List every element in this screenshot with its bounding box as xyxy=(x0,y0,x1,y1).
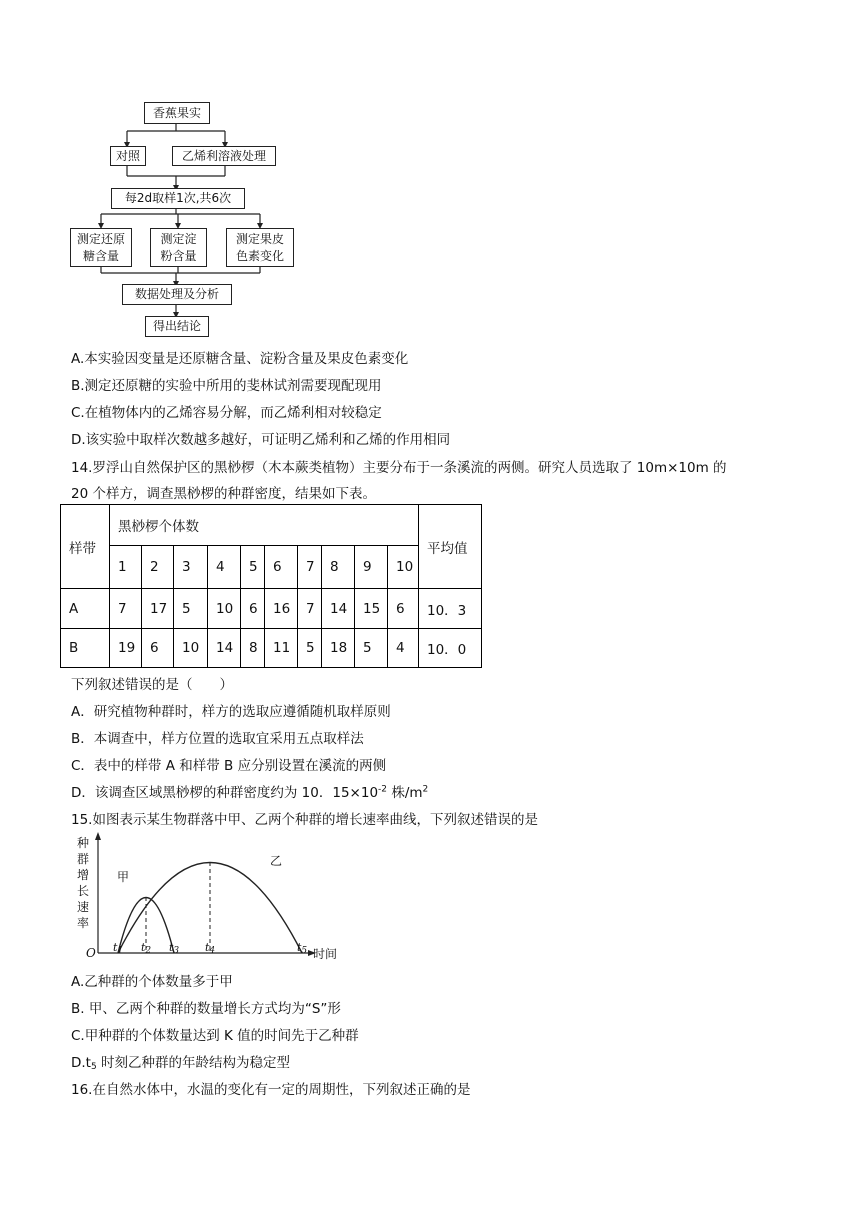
table-cell: 7 xyxy=(110,589,142,629)
q15-option-d xyxy=(71,1051,290,1072)
table-col-header: 1 xyxy=(110,546,142,589)
tick-t3: t3 xyxy=(169,941,180,956)
graph-x-label: 时间 xyxy=(313,947,338,961)
flow-measure-sugar-line1: 测定还原 xyxy=(76,232,125,247)
table-cell: 16 xyxy=(265,589,298,629)
series-label-jia: 甲 xyxy=(117,870,130,884)
table-header-count: 黑桫椤个体数 xyxy=(110,505,419,546)
table-col-header: 7 xyxy=(298,546,322,589)
table-cell: 6 xyxy=(388,589,419,629)
flow-sampling-box: 每2d取样1次,共6次 xyxy=(111,188,245,209)
q13-option-b: B.测定还原糖的实验中所用的斐林试剂需要现配现用 xyxy=(71,378,382,394)
q15-option-d-text: 时刻乙种群的年龄结构为稳定型 xyxy=(96,1055,291,1071)
flow-measure-starch-line1: 测定淀 xyxy=(160,232,197,247)
table-col-header: 4 xyxy=(208,546,241,589)
table-cell: 19 xyxy=(110,629,142,668)
q14-stem-line2: 20 个样方，调查黑桫椤的种群密度，结果如下表。 xyxy=(71,486,376,502)
table-cell: 4 xyxy=(388,629,419,668)
tick-t2: t2 xyxy=(141,941,152,956)
y-label-char: 速 xyxy=(76,900,89,914)
flow-conclusion-box: 得出结论 xyxy=(145,316,209,337)
flow-control-box: 对照 xyxy=(110,146,146,166)
table-cell-band: A xyxy=(61,589,110,629)
table-cell: 14 xyxy=(322,589,355,629)
table-cell: 6 xyxy=(241,589,265,629)
table-cell-average: 10．3 xyxy=(419,589,482,629)
q14-option-d-text: D．该调查区域黑桫椤的种群密度约为 10．15×10 xyxy=(71,785,379,801)
table-cell: 11 xyxy=(265,629,298,668)
table-col-header: 2 xyxy=(142,546,174,589)
y-label-char: 群 xyxy=(76,852,89,866)
q16-stem: 16.在自然水体中，水温的变化有一定的周期性，下列叙述正确的是 xyxy=(71,1082,471,1098)
series-label-yi: 乙 xyxy=(270,854,283,868)
y-label-char: 率 xyxy=(76,916,89,930)
q14-question: 下列叙述错误的是（ ） xyxy=(71,677,233,693)
q15-option-b: B. 甲、乙两个种群的数量增长方式均为“S”形 xyxy=(71,1001,341,1017)
table-cell: 17 xyxy=(142,589,174,629)
table-cell: 10 xyxy=(174,629,208,668)
table-cell-average: 10．0 xyxy=(419,629,482,668)
q14-stem-line1: 14.罗浮山自然保护区的黑桫椤（木本蕨类植物）主要分布于一条溪流的两侧。研究人员选取了 10m×10m 的 xyxy=(71,460,727,476)
flow-measure-starch-line2: 粉含量 xyxy=(160,248,197,263)
q15-option-d-subscript: 5 xyxy=(90,1062,97,1072)
table-header-band: 样带 xyxy=(61,505,110,589)
tick-t1: t1 xyxy=(113,941,124,956)
q13-option-a: A.本实验因变量是还原糖含量、淀粉含量及果皮色素变化 xyxy=(71,351,409,367)
table-cell: 5 xyxy=(298,629,322,668)
graph-y-label xyxy=(75,835,91,931)
table-col-header: 10 xyxy=(388,546,419,589)
table-cell: 15 xyxy=(355,589,388,629)
q15-option-c: C.甲种群的个体数量达到 K 值的时间先于乙种群 xyxy=(71,1028,359,1044)
q15-option-d-prefix: D.t xyxy=(71,1055,91,1071)
flow-ethephon-box: 乙烯利溶液处理 xyxy=(172,146,276,166)
table-col-header: 9 xyxy=(355,546,388,589)
flow-analysis-box: 数据处理及分析 xyxy=(122,284,232,305)
tick-t4: t4 xyxy=(205,941,216,956)
table-cell: 5 xyxy=(174,589,208,629)
q15-option-a: A.乙种群的个体数量多于甲 xyxy=(71,974,233,990)
q14-option-a: A．研究植物种群时，样方的选取应遵循随机取样原则 xyxy=(71,704,391,720)
table-cell: 14 xyxy=(208,629,241,668)
table-cell: 5 xyxy=(355,629,388,668)
flow-measure-pigment-line1: 测定果皮 xyxy=(235,232,284,247)
table-cell: 18 xyxy=(322,629,355,668)
q14-option-b: B．本调查中，样方位置的选取宜采用五点取样法 xyxy=(71,731,364,747)
q14-option-d-unit: 株/m xyxy=(387,785,423,801)
table-cell: 10 xyxy=(208,589,241,629)
table-header-average: 平均值 xyxy=(419,505,482,589)
flow-measure-sugar-line2: 糖含量 xyxy=(82,248,119,263)
table-col-header: 3 xyxy=(174,546,208,589)
table-cell-band: B xyxy=(61,629,110,668)
table-cell: 6 xyxy=(142,629,174,668)
y-label-char: 长 xyxy=(76,884,89,898)
q14-option-d-unit-exponent: 2 xyxy=(422,784,429,795)
y-label-char: 种 xyxy=(76,836,89,850)
table-col-header: 6 xyxy=(265,546,298,589)
tick-t5: t5 xyxy=(297,941,308,956)
flow-measure-pigment-line2: 色素变化 xyxy=(235,248,284,263)
table-cell: 7 xyxy=(298,589,322,629)
q14-option-c: C．表中的样带 A 和样带 B 应分别设置在溪流的两侧 xyxy=(71,758,387,774)
y-label-char: 增 xyxy=(76,868,89,882)
q15-stem: 15.如图表示某生物群落中甲、乙两个种群的增长速率曲线，下列叙述错误的是 xyxy=(71,812,538,828)
y-axis-arrow xyxy=(95,832,101,840)
table-cell: 8 xyxy=(241,629,265,668)
table-col-header: 5 xyxy=(241,546,265,589)
q14-option-d-exponent: -2 xyxy=(378,784,388,795)
flow-start-box: 香蕉果实 xyxy=(144,102,210,124)
q13-option-c: C.在植物体内的乙烯容易分解，而乙烯利相对较稳定 xyxy=(71,405,382,421)
q13-option-d: D.该实验中取样次数越多越好，可证明乙烯利和乙烯的作用相同 xyxy=(71,432,451,448)
graph-origin: O xyxy=(86,946,96,960)
table-col-header: 8 xyxy=(322,546,355,589)
